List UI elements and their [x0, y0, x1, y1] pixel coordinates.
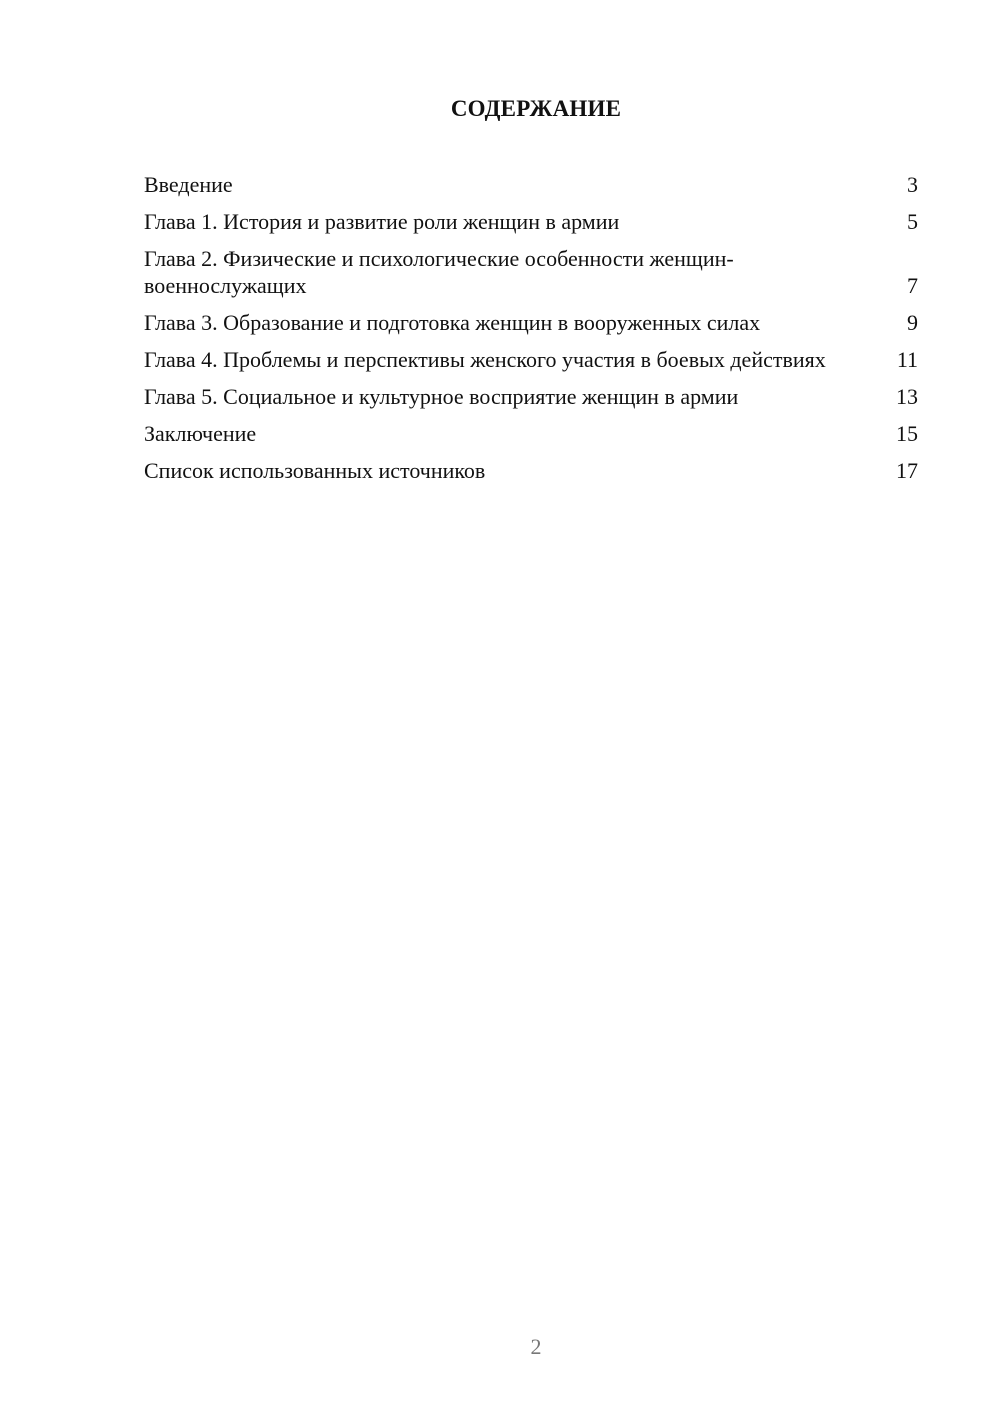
toc-entry-chapter-4 [144, 346, 918, 373]
page-number: 2 [530, 1334, 542, 1359]
toc-entry-chapter-2 [144, 245, 918, 299]
toc-entry-text: Глава 2. Физические и психологические особенности женщин-военнослужащих [144, 246, 734, 298]
toc-entry-text: Глава 1. История и развитие роли женщин в армии [144, 209, 620, 234]
toc-title: СОДЕРЖАНИЕ [450, 96, 622, 121]
toc-entry-page: 17 [896, 458, 918, 483]
toc-entry-text: Заключение [144, 421, 257, 446]
toc-entry-page: 13 [896, 384, 918, 409]
toc-entry-chapter-3 [144, 309, 918, 336]
toc-entry-text: Глава 3. Образование и подготовка женщин в вооруженных силах [144, 310, 761, 335]
toc-entry-references [144, 457, 918, 484]
toc-entry-page: 5 [907, 209, 918, 234]
toc-entry-page: 11 [896, 347, 918, 372]
toc-entry-chapter-5 [144, 383, 918, 410]
toc-entry-page: 7 [907, 273, 918, 298]
toc-entry-text: Введение [144, 172, 233, 197]
table-of-contents [144, 171, 918, 494]
toc-entry-conclusion [144, 420, 918, 447]
toc-entry-page: 15 [896, 421, 918, 446]
toc-entry-text: Глава 5. Социальное и культурное восприятие женщин в армии [144, 384, 739, 409]
toc-entry-page: 9 [907, 310, 918, 335]
toc-entry-chapter-1 [144, 208, 918, 235]
toc-entry-introduction [144, 171, 918, 198]
toc-entry-text: Список использованных источников [144, 458, 486, 483]
toc-entry-text: Глава 4. Проблемы и перспективы женского участия в боевых действиях [144, 347, 826, 372]
toc-entry-page: 3 [907, 172, 918, 197]
